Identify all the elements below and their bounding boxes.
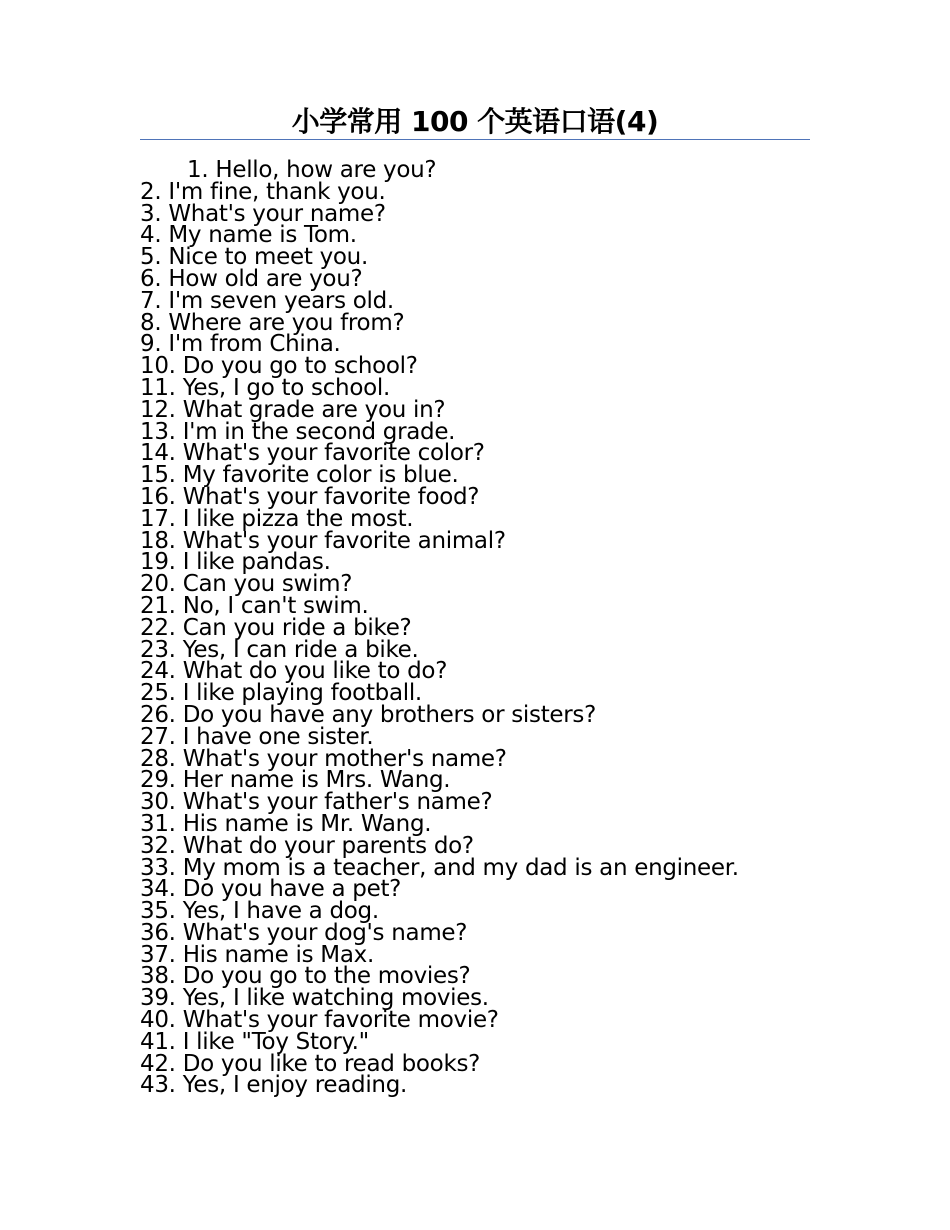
phrase-line: 12. What grade are you in? [140, 396, 446, 423]
phrase-line: 38. Do you go to the movies? [140, 963, 471, 990]
phrase-line: 17. I like pizza the most. [140, 505, 414, 532]
phrase-line: 41. I like "Toy Story." [140, 1028, 369, 1055]
phrase-line: 16. What's your favorite food? [140, 483, 480, 510]
phrase-line: 30. What's your father's name? [140, 789, 493, 816]
phrase-line: 8. Where are you from? [140, 309, 405, 336]
phrase-line: 3. What's your name? [140, 200, 386, 227]
phrase-line: 27. I have one sister. [140, 723, 374, 750]
phrase-list [140, 157, 840, 1099]
phrase-line: 40. What's your favorite movie? [140, 1007, 499, 1034]
phrase-line: 42. Do you like to read books? [140, 1050, 481, 1077]
title-underline [140, 139, 810, 140]
phrase-line: 14. What's your favorite color? [140, 440, 485, 467]
phrase-line: 2. I'm fine, thank you. [140, 178, 386, 205]
phrase-line: 34. Do you have a pet? [140, 876, 402, 903]
phrase-line: 36. What's your dog's name? [140, 919, 468, 946]
phrase-line: 43. Yes, I enjoy reading. [140, 1072, 408, 1099]
phrase-line: 10. Do you go to school? [140, 353, 418, 380]
phrase-line: 13. I'm in the second grade. [140, 418, 456, 445]
phrase-line: 25. I like playing football. [140, 680, 422, 707]
phrase-line: 26. Do you have any brothers or sisters? [140, 701, 597, 728]
phrase-line: 32. What do your parents do? [140, 832, 474, 859]
phrase-line: 33. My mom is a teacher, and my dad is an engineer. [140, 854, 739, 881]
phrase-line: 39. Yes, I like watching movies. [140, 985, 489, 1012]
phrase-line: 37. His name is Max. [140, 941, 374, 968]
phrase-line: 20. Can you swim? [140, 571, 353, 598]
phrase-line: 24. What do you like to do? [140, 658, 448, 685]
phrase-line: 1. Hello, how are you? [187, 157, 437, 183]
phrase-line: 23. Yes, I can ride a bike. [140, 636, 419, 663]
phrase-line: 5. Nice to meet you. [140, 244, 368, 271]
phrase-line: 6. How old are you? [140, 265, 363, 292]
phrase-line: 31. His name is Mr. Wang. [140, 810, 432, 837]
phrase-line: 28. What's your mother's name? [140, 745, 507, 772]
phrase-line: 18. What's your favorite animal? [140, 527, 506, 554]
phrase-line: 4. My name is Tom. [140, 222, 357, 249]
phrase-line: 11. Yes, I go to school. [140, 374, 390, 401]
phrase-line: 22. Can you ride a bike? [140, 614, 412, 641]
phrase-line: 35. Yes, I have a dog. [140, 898, 379, 925]
phrase-line: 19. I like pandas. [140, 549, 331, 576]
page-title: 小学常用 100 个英语口语(4) [291, 105, 659, 138]
phrase-line: 7. I'm seven years old. [140, 287, 394, 314]
phrase-line: 21. No, I can't swim. [140, 592, 369, 619]
phrase-line: 15. My favorite color is blue. [140, 462, 459, 489]
phrase-line: 29. Her name is Mrs. Wang. [140, 767, 451, 794]
phrase-line: 9. I'm from China. [140, 331, 341, 358]
